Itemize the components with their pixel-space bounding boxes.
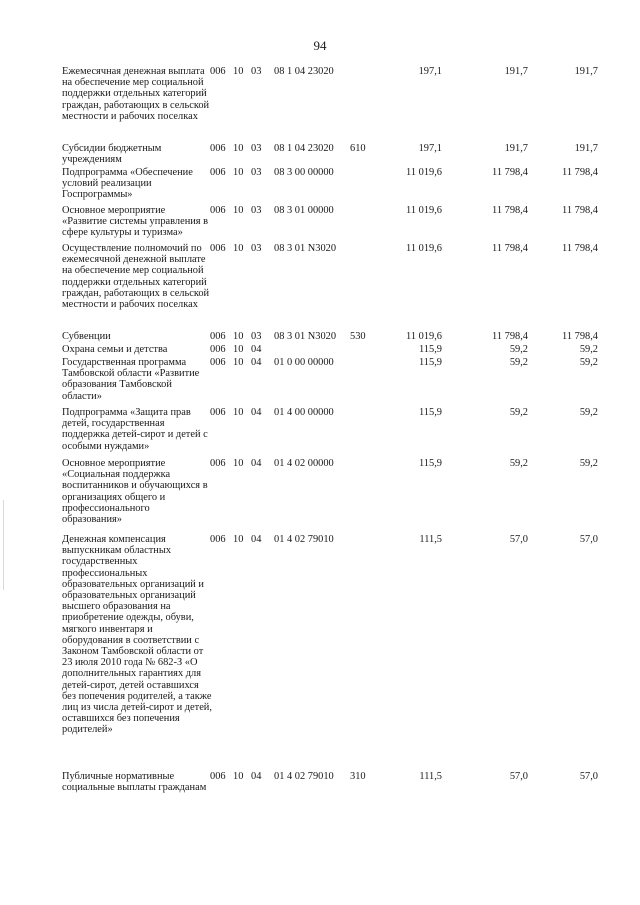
row-value-1: 11 019,6 [406,205,442,216]
row-value-3: 191,7 [574,66,598,77]
row-value-2: 191,7 [504,66,528,77]
row-target-article: 01 0 00 00000 [274,357,334,368]
row-value-1: 197,1 [418,66,442,77]
row-value-1: 111,5 [419,534,442,545]
row-section: 10 [233,205,244,216]
row-subsection: 03 [251,167,262,178]
row-value-2: 59,2 [509,344,528,355]
row-value-2: 11 798,4 [492,167,528,178]
row-subsection: 04 [251,344,262,355]
row-value-3: 57,0 [579,771,598,782]
row-name: Подпрограмма «Защита прав детей, государственная поддержка детей-сирот и детей с особыми нуждами» [62,407,208,452]
row-section: 10 [233,143,244,154]
row-code: 006 [210,344,226,355]
row-target-article: 08 3 00 00000 [274,167,334,178]
row-section: 10 [233,458,244,469]
row-name: Охрана семьи и детства [62,344,168,355]
row-value-1: 111,5 [419,771,442,782]
row-expense-type: 310 [350,771,366,782]
row-value-1: 115,9 [419,344,442,355]
row-subsection: 04 [251,771,262,782]
scan-margin-mark [3,500,4,590]
row-name: Государственная программа Тамбовской области «Развитие образования Тамбовской области» [62,357,200,402]
row-code: 006 [210,407,226,418]
row-value-2: 59,2 [509,357,528,368]
row-target-article: 01 4 02 00000 [274,458,334,469]
row-value-2: 191,7 [504,143,528,154]
row-value-3: 59,2 [579,344,598,355]
row-code: 006 [210,66,226,77]
row-value-3: 59,2 [579,407,598,418]
row-code: 006 [210,771,226,782]
row-value-3: 11 798,4 [562,205,598,216]
row-value-2: 57,0 [509,534,528,545]
row-name: Субсидии бюджетным учреждениям [62,143,162,166]
row-subsection: 03 [251,243,262,254]
row-value-1: 115,9 [419,458,442,469]
row-value-3: 59,2 [579,458,598,469]
row-value-3: 59,2 [579,357,598,368]
row-value-2: 11 798,4 [492,205,528,216]
page-number: 94 [313,38,327,53]
row-subsection: 04 [251,407,262,418]
row-target-article: 08 3 01 N3020 [274,243,337,254]
row-expense-type: 610 [350,143,366,154]
row-name: Осуществление полномочий по ежемесячной денежной выплате на обеспечение мер социальной поддержки отдельных категорий граждан, работающих в сельской местности и рабочих поселках [62,243,210,311]
row-section: 10 [233,534,244,545]
row-value-2: 11 798,4 [492,243,528,254]
row-expense-type: 530 [350,331,366,342]
row-target-article: 01 4 02 79010 [274,771,334,782]
row-value-1: 115,9 [419,407,442,418]
row-code: 006 [210,357,226,368]
row-value-1: 115,9 [419,357,442,368]
row-value-3: 191,7 [574,143,598,154]
row-subsection: 03 [251,66,262,77]
row-code: 006 [210,167,226,178]
row-subsection: 03 [251,143,262,154]
row-value-1: 11 019,6 [406,167,442,178]
row-value-2: 59,2 [509,458,528,469]
row-name: Ежемесячная денежная выплата на обеспечение мер социальной поддержки отдельных категорий граждан, работающих в сельской местности и рабочих поселках [62,66,210,122]
row-section: 10 [233,243,244,254]
row-value-1: 11 019,6 [406,331,442,342]
row-target-article: 01 4 00 00000 [274,407,334,418]
row-section: 10 [233,66,244,77]
row-value-3: 57,0 [579,534,598,545]
row-name: Основное мероприятие «Развитие системы управления в сфере культуры и туризма» [62,205,209,239]
row-section: 10 [233,331,244,342]
row-value-2: 59,2 [509,407,528,418]
row-subsection: 03 [251,331,262,342]
row-code: 006 [210,243,226,254]
row-subsection: 04 [251,357,262,368]
row-name: Публичные нормативные социальные выплаты гражданам [62,771,207,794]
row-subsection: 04 [251,458,262,469]
row-name: Субвенции [62,331,111,342]
row-section: 10 [233,167,244,178]
row-value-3: 11 798,4 [562,331,598,342]
row-value-1: 11 019,6 [406,243,442,254]
row-name: Денежная компенсация выпускникам областных государственных профессиональных образовательных организаций и образовательных организаций высшего образования на приобретение одежды, обуви, мягкого инвентаря и оборудования в соответствии с Законом Тамбовской области от 23 июля 2010 года № 682-З «О дополнительных гарантиях для детей-сирот, детей оставшихся без попечения родителей, а также лиц из числа детей-сирот и детей, оставшихся без попечения родителей» [62,534,212,736]
row-code: 006 [210,143,226,154]
row-value-1: 197,1 [418,143,442,154]
row-section: 10 [233,344,244,355]
row-section: 10 [233,771,244,782]
row-target-article: 01 4 02 79010 [274,534,334,545]
row-code: 006 [210,205,226,216]
row-value-3: 11 798,4 [562,243,598,254]
row-target-article: 08 3 01 N3020 [274,331,337,342]
row-value-2: 57,0 [509,771,528,782]
row-section: 10 [233,357,244,368]
row-target-article: 08 1 04 23020 [274,66,334,77]
row-target-article: 08 3 01 00000 [274,205,334,216]
row-section: 10 [233,407,244,418]
row-code: 006 [210,534,226,545]
row-subsection: 04 [251,534,262,545]
row-subsection: 03 [251,205,262,216]
row-name: Основное мероприятие «Социальная поддержка воспитанников и обучающихся в организациях общего и профессионального образования» [62,458,208,526]
row-code: 006 [210,458,226,469]
row-value-3: 11 798,4 [562,167,598,178]
row-name: Подпрограмма «Обеспечение условий реализации Госпрограммы» [62,167,193,201]
row-target-article: 08 1 04 23020 [274,143,334,154]
row-code: 006 [210,331,226,342]
row-value-2: 11 798,4 [492,331,528,342]
